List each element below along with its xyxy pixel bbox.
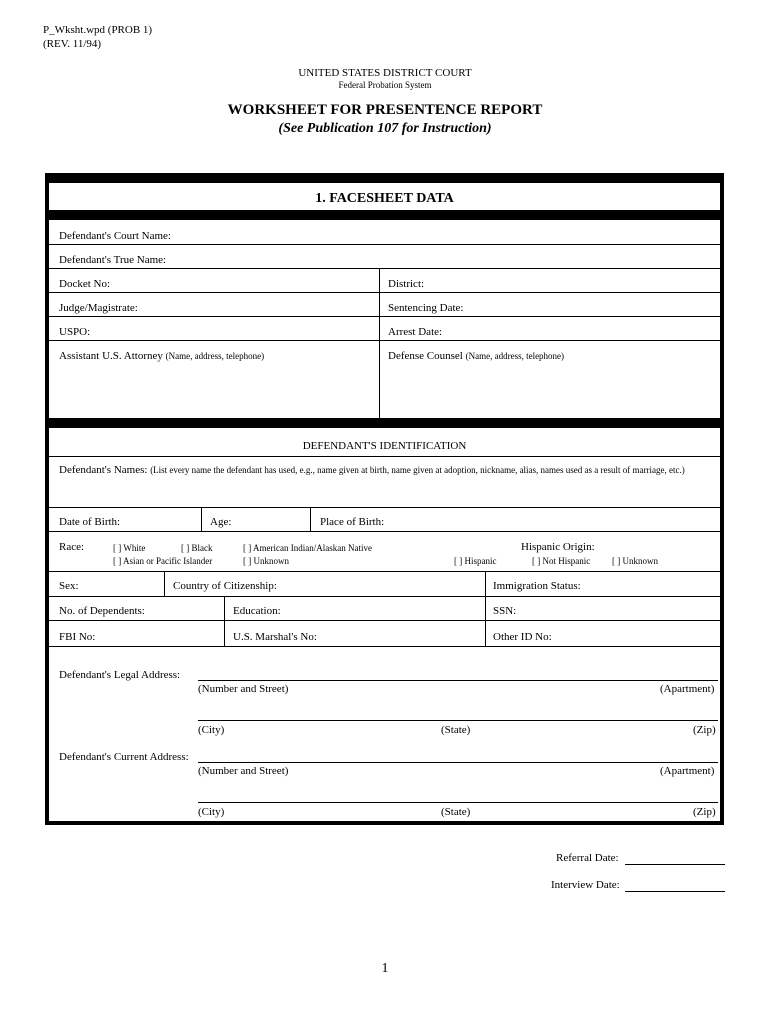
defense-counsel-label: Defense Counsel (Name, address, telephone) — [388, 350, 565, 362]
legal-zip-caption: (Zip) — [693, 724, 716, 736]
identification-heading: DEFENDANT'S IDENTIFICATION — [302, 440, 467, 452]
divider — [49, 268, 720, 269]
legal-street-caption: (Number and Street) — [198, 683, 289, 695]
heading-bar-bottom — [45, 210, 724, 220]
column-divider — [485, 571, 486, 646]
current-state-caption: (State) — [441, 806, 471, 818]
facesheet-form — [45, 173, 724, 825]
divider — [49, 531, 720, 532]
hispanic-origin-label: Hispanic Origin: — [521, 541, 595, 553]
column-divider — [164, 571, 165, 596]
page-subtitle: (See Publication 107 for Instruction) — [278, 121, 492, 136]
divider — [49, 571, 720, 572]
race-asian-checkbox[interactable]: [ ] Asian or Pacific Islander — [113, 556, 213, 566]
current-city-line[interactable] — [198, 802, 718, 803]
court-name-label: Defendant's Court Name: — [59, 230, 171, 242]
sentencing-date-label: Sentencing Date: — [388, 302, 464, 314]
divider — [49, 340, 720, 341]
referral-date-label: Referral Date: — [556, 852, 619, 864]
revision: (REV. 11/94) — [43, 38, 102, 50]
legal-state-caption: (State) — [441, 724, 471, 736]
district-label: District: — [388, 278, 425, 290]
ausa-label: Assistant U.S. Attorney (Name, address, telephone) — [59, 350, 265, 362]
id-heading-bar — [45, 418, 724, 428]
interview-date-line[interactable] — [625, 891, 725, 892]
citizenship-label: Country of Citizenship: — [173, 580, 277, 592]
dependents-label: No. of Dependents: — [59, 605, 145, 617]
current-city-caption: (City) — [198, 806, 225, 818]
page-number: 1 — [381, 961, 389, 976]
column-divider — [201, 507, 202, 531]
race-black-checkbox[interactable]: [ ] Black — [181, 543, 213, 553]
other-id-label: Other ID No: — [493, 631, 552, 643]
race-unknown-checkbox[interactable]: [ ] Unknown — [243, 556, 289, 566]
court-system: Federal Probation System — [338, 80, 432, 90]
race-label: Race: — [59, 541, 85, 553]
divider — [49, 646, 720, 647]
arrest-date-label: Arrest Date: — [388, 326, 443, 338]
education-label: Education: — [233, 605, 281, 617]
referral-date-line[interactable] — [625, 864, 725, 865]
divider — [49, 596, 720, 597]
pob-label: Place of Birth: — [320, 516, 385, 528]
heading-bar-top — [45, 173, 724, 183]
page-title: WORKSHEET FOR PRESENTENCE REPORT — [227, 102, 543, 118]
file-name: P_Wksht.wpd (PROB 1) — [43, 24, 153, 36]
docket-label: Docket No: — [59, 278, 111, 290]
current-apartment-caption: (Apartment) — [660, 765, 715, 777]
judge-label: Judge/Magistrate: — [59, 302, 138, 314]
current-zip-caption: (Zip) — [693, 806, 716, 818]
sex-label: Sex: — [59, 580, 79, 592]
current-address-label: Defendant's Current Address: — [59, 751, 189, 763]
not-hispanic-checkbox[interactable]: [ ] Not Hispanic — [532, 556, 591, 566]
age-label: Age: — [210, 516, 232, 528]
legal-address-label: Defendant's Legal Address: — [59, 669, 181, 681]
marshal-label: U.S. Marshal's No: — [233, 631, 317, 643]
dob-label: Date of Birth: — [59, 516, 121, 528]
column-divider — [379, 268, 380, 419]
column-divider — [310, 507, 311, 531]
interview-date-label: Interview Date: — [551, 879, 620, 891]
immigration-status-label: Immigration Status: — [493, 580, 581, 592]
ssn-label: SSN: — [493, 605, 517, 617]
divider — [49, 456, 720, 457]
divider — [49, 244, 720, 245]
divider — [49, 316, 720, 317]
fbi-label: FBI No: — [59, 631, 96, 643]
section-heading: 1. FACESHEET DATA — [315, 191, 454, 206]
hispanic-checkbox[interactable]: [ ] Hispanic — [454, 556, 497, 566]
court-name: UNITED STATES DISTRICT COURT — [298, 67, 472, 79]
uspo-label: USPO: — [59, 326, 91, 338]
current-street-line[interactable] — [198, 762, 718, 763]
divider — [49, 620, 720, 621]
true-name-label: Defendant's True Name: — [59, 254, 167, 266]
hispanic-unknown-checkbox[interactable]: [ ] Unknown — [612, 556, 658, 566]
defendant-names-label: Defendant's Names: (List every name the defendant has used, e.g., name given at birth, name given at adoption, nickname, alias, names used as a result of marriage, etc.) — [59, 464, 685, 476]
current-street-caption: (Number and Street) — [198, 765, 289, 777]
legal-city-caption: (City) — [198, 724, 225, 736]
divider — [49, 507, 720, 508]
column-divider — [224, 596, 225, 646]
race-native-checkbox[interactable]: [ ] American Indian/Alaskan Native — [243, 543, 372, 553]
legal-apartment-caption: (Apartment) — [660, 683, 715, 695]
legal-city-line[interactable] — [198, 720, 718, 721]
legal-street-line[interactable] — [198, 680, 718, 681]
race-white-checkbox[interactable]: [ ] White — [113, 543, 146, 553]
divider — [49, 292, 720, 293]
